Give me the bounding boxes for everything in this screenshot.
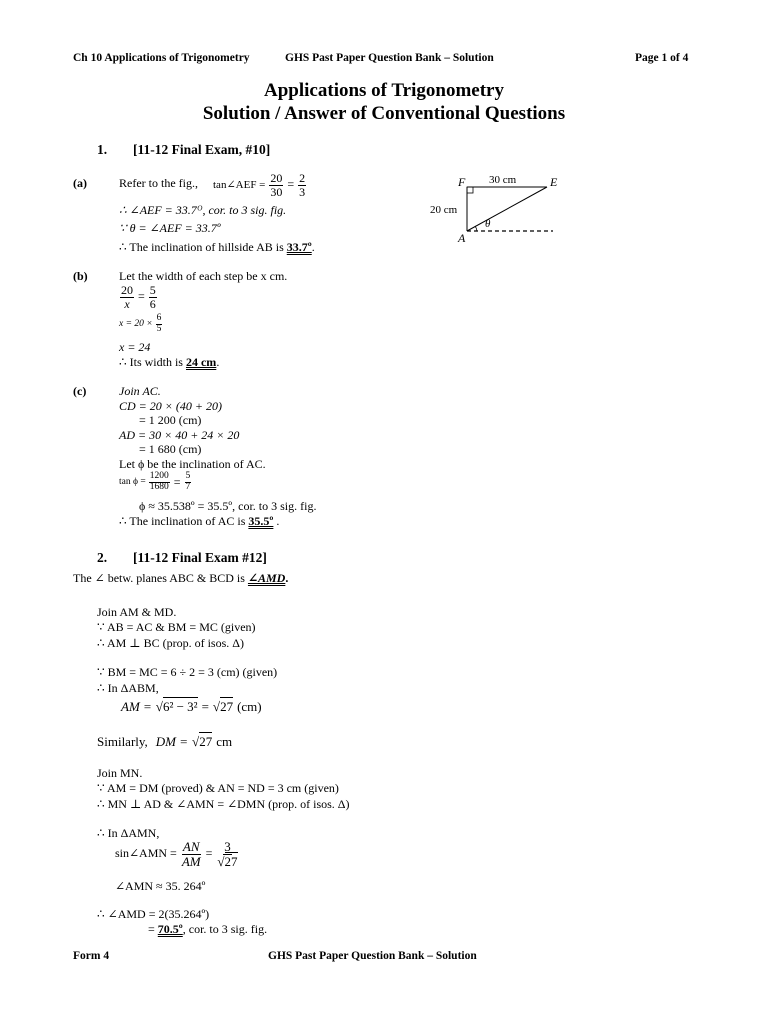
- q1b-r-num: 5: [149, 283, 156, 297]
- q1a-period: .: [311, 240, 315, 254]
- q2-sin-num2: 3: [224, 839, 231, 854]
- footer-form: Form 4: [73, 950, 110, 962]
- q1b-fraction-left: [120, 284, 134, 310]
- q2-line-4: ∵ BM = MC = 6 ÷ 2 = 3 (cm) (given): [97, 665, 278, 679]
- q2-dm-prefix: Similarly,: [97, 734, 148, 749]
- q2-line-2: ∵ AB = AC & BM = MC (given): [97, 620, 256, 634]
- q1a-conclusion-text: ∴ The inclination of hillside AB is: [119, 240, 284, 254]
- q1a-eq: =: [287, 177, 295, 192]
- q1c-line-1: Join AC.: [119, 384, 161, 398]
- q1c-tan-lhs: tan ϕ =: [119, 477, 146, 487]
- q1c-period: .: [276, 514, 280, 528]
- q1c-f-den: 1680: [149, 481, 169, 492]
- q2-line-9: ∴ In ΔAMN,: [97, 826, 160, 840]
- q1c-line-8: ϕ ≈ 35.538º = 35.5º, cor. to 3 sig. fig.: [139, 499, 317, 513]
- q2-amd-eq: =: [148, 922, 155, 936]
- q1c-line-6: Let ϕ be the inclination of AC.: [119, 457, 266, 471]
- q1a-line-4: [119, 241, 315, 255]
- q2-intro-period: .: [285, 571, 289, 585]
- q1b-label: (b): [73, 269, 88, 283]
- q1c-line-4: AD = 30 × 40 + 24 × 20: [119, 428, 240, 442]
- q1-triangle-figure: [425, 168, 565, 246]
- fig-top-length: 30 cm: [489, 174, 517, 186]
- q1c-conclusion-text: ∴ The inclination of AC is: [119, 514, 246, 528]
- fig-side-length: 20 cm: [430, 204, 458, 216]
- q1a-tan-equation: [213, 172, 307, 198]
- q1c-tan-equation: [119, 472, 192, 493]
- q2-sin-den2: 27: [224, 853, 238, 869]
- q2-dm-lhs: DM =: [155, 734, 189, 749]
- q1b-x-equation: [119, 314, 163, 335]
- q1b-x-fraction: [156, 314, 163, 335]
- q2-intro-text: The ∠ betw. planes ABC & BCD is: [73, 571, 245, 585]
- q2-line-1: Join AM & MD.: [97, 605, 177, 619]
- page-title: Applications of Trigonometry: [264, 80, 504, 101]
- header-bank: GHS Past Paper Question Bank – Solution: [285, 52, 494, 64]
- q1c-r-num: 5: [185, 471, 191, 481]
- q1b-conclusion: [119, 356, 219, 370]
- q2-dm-sqrt: √27: [192, 734, 213, 749]
- q1b-r-den: 6: [149, 296, 156, 311]
- fig-line-ae: [467, 187, 547, 231]
- q1-number: 1.: [97, 142, 108, 157]
- fig-angle-arc: [475, 226, 477, 231]
- q2-source: [11-12 Final Exam #12]: [133, 550, 267, 565]
- q2-amd-suffix: , cor. to 3 sig. fig.: [182, 922, 268, 936]
- q2-sin-eq: =: [205, 846, 213, 861]
- q1a-label: (a): [73, 176, 87, 190]
- q1c-eq: =: [173, 474, 181, 489]
- q1b-f-den: x: [124, 296, 130, 311]
- fig-label-f: F: [458, 175, 466, 189]
- q1a-line-2: ∴ ∠AEF = 33.7ᴼ, cor. to 3 sig. fig.: [119, 203, 287, 217]
- q1c-answer: 35.5º: [248, 514, 274, 528]
- q2-amd-line-2: [148, 923, 267, 937]
- q2-am-sqrt2: √27: [212, 699, 234, 714]
- q1b-fraction-right: [149, 284, 157, 310]
- q2-am-unit: (cm): [237, 699, 262, 714]
- q2-line-5: ∴ In ΔABM,: [97, 681, 159, 695]
- q1c-r-den: 7: [185, 481, 191, 492]
- q1b-eq: =: [138, 289, 145, 304]
- q2-line-6: Join MN.: [97, 766, 143, 780]
- q1a-line-3: ∵ θ = ∠AEF = 33.7º: [119, 221, 221, 235]
- q1a-f2-den: 3: [299, 184, 306, 199]
- q2-line-8: ∴ MN ⊥ AD & ∠AMN = ∠DMN (prop. of isos. Δ): [97, 797, 350, 811]
- q2-dm-equation: [97, 735, 232, 750]
- q2-line-7: ∵ AM = DM (proved) & AN = ND = 3 cm (given): [97, 781, 339, 795]
- q1b-conclusion-text: ∴ Its width is: [119, 355, 183, 369]
- q1a-f1-den: 30: [270, 184, 283, 199]
- q2-am-radicand: 6² − 3²: [162, 699, 198, 714]
- q2-am-sqrt: √6² − 3²: [155, 699, 198, 714]
- q2-sin-fraction-2: $\frac{3}{√27}$: [217, 839, 238, 869]
- q1b-intro: Let the width of each step be x cm.: [119, 269, 288, 283]
- header-page-number: Page 1 of 4: [635, 52, 689, 64]
- q1b-answer: 24 cm: [185, 355, 217, 369]
- q2-amd-line-1: ∴ ∠AMD = 2(35.264º): [97, 907, 210, 921]
- fig-right-angle-mark: [467, 187, 473, 193]
- q2-sin-den: AM: [181, 853, 201, 869]
- q2-am-lhs: AM =: [121, 699, 152, 714]
- q2-line-3: ∴ AM ⊥ BC (prop. of isos. Δ): [97, 636, 244, 650]
- q2-am-equation: [121, 700, 262, 715]
- q1c-line-9: [119, 515, 279, 529]
- q1a-intro: Refer to the fig.,: [119, 176, 198, 190]
- q1c-line-2: CD = 20 × (40 + 20): [119, 399, 222, 413]
- q2-sin-fraction-1: [181, 840, 202, 868]
- q1a-answer: 33.7º: [286, 240, 312, 254]
- header-chapter: Ch 10 Applications of Trigonometry: [73, 52, 250, 64]
- q2-dm-unit: cm: [216, 734, 233, 749]
- footer-bank: GHS Past Paper Question Bank – Solution: [268, 950, 477, 962]
- fig-label-e: E: [550, 175, 558, 189]
- q1c-line-3: = 1 200 (cm): [139, 413, 202, 427]
- q2-am-eq: =: [201, 699, 209, 714]
- page-subtitle: Solution / Answer of Conventional Questions: [202, 103, 566, 124]
- q1b-ratio-equation: [119, 284, 158, 310]
- q1-source: [11-12 Final Exam, #10]: [133, 142, 271, 157]
- q2-number: 2.: [97, 550, 108, 565]
- q1c-fraction-right: [185, 472, 192, 493]
- q2-intro: [73, 572, 288, 586]
- q2-amd-answer: 70.5º: [157, 922, 183, 936]
- q1b-f-num: 20: [121, 283, 133, 297]
- q1c-fraction-left: [149, 472, 170, 493]
- q2-amn-value: ∠AMN ≈ 35. 264º: [115, 879, 206, 893]
- q1b-x-den: 5: [156, 323, 162, 334]
- q1a-fraction-2: [298, 172, 306, 198]
- q2-dm-radicand: 27: [199, 734, 213, 749]
- q1c-f-num: 1200: [149, 471, 169, 481]
- q1c-label: (c): [73, 384, 87, 398]
- q2-sin-equation: [115, 840, 240, 868]
- q1a-tan-lhs: tan∠AEF =: [213, 178, 266, 191]
- q1a-fraction-1: [269, 172, 283, 198]
- fig-angle-theta: θ: [485, 218, 491, 230]
- q1a-f2-num: 2: [299, 171, 306, 185]
- q1a-f1-num: 20: [270, 171, 283, 185]
- q1b-x-value: x = 24: [119, 340, 151, 354]
- q1c-line-5: = 1 680 (cm): [139, 442, 202, 456]
- q1b-period: .: [216, 355, 220, 369]
- q2-intro-answer: ∠AMD: [247, 571, 286, 585]
- q2-sin-num: AN: [182, 839, 200, 854]
- q1b-x-num: 6: [156, 313, 162, 323]
- q2-am-radicand2: 27: [220, 699, 234, 714]
- q2-sin-lhs: sin∠AMN =: [115, 846, 177, 861]
- q1b-x-lhs: x = 20 ×: [119, 319, 153, 329]
- fig-label-a: A: [458, 231, 466, 245]
